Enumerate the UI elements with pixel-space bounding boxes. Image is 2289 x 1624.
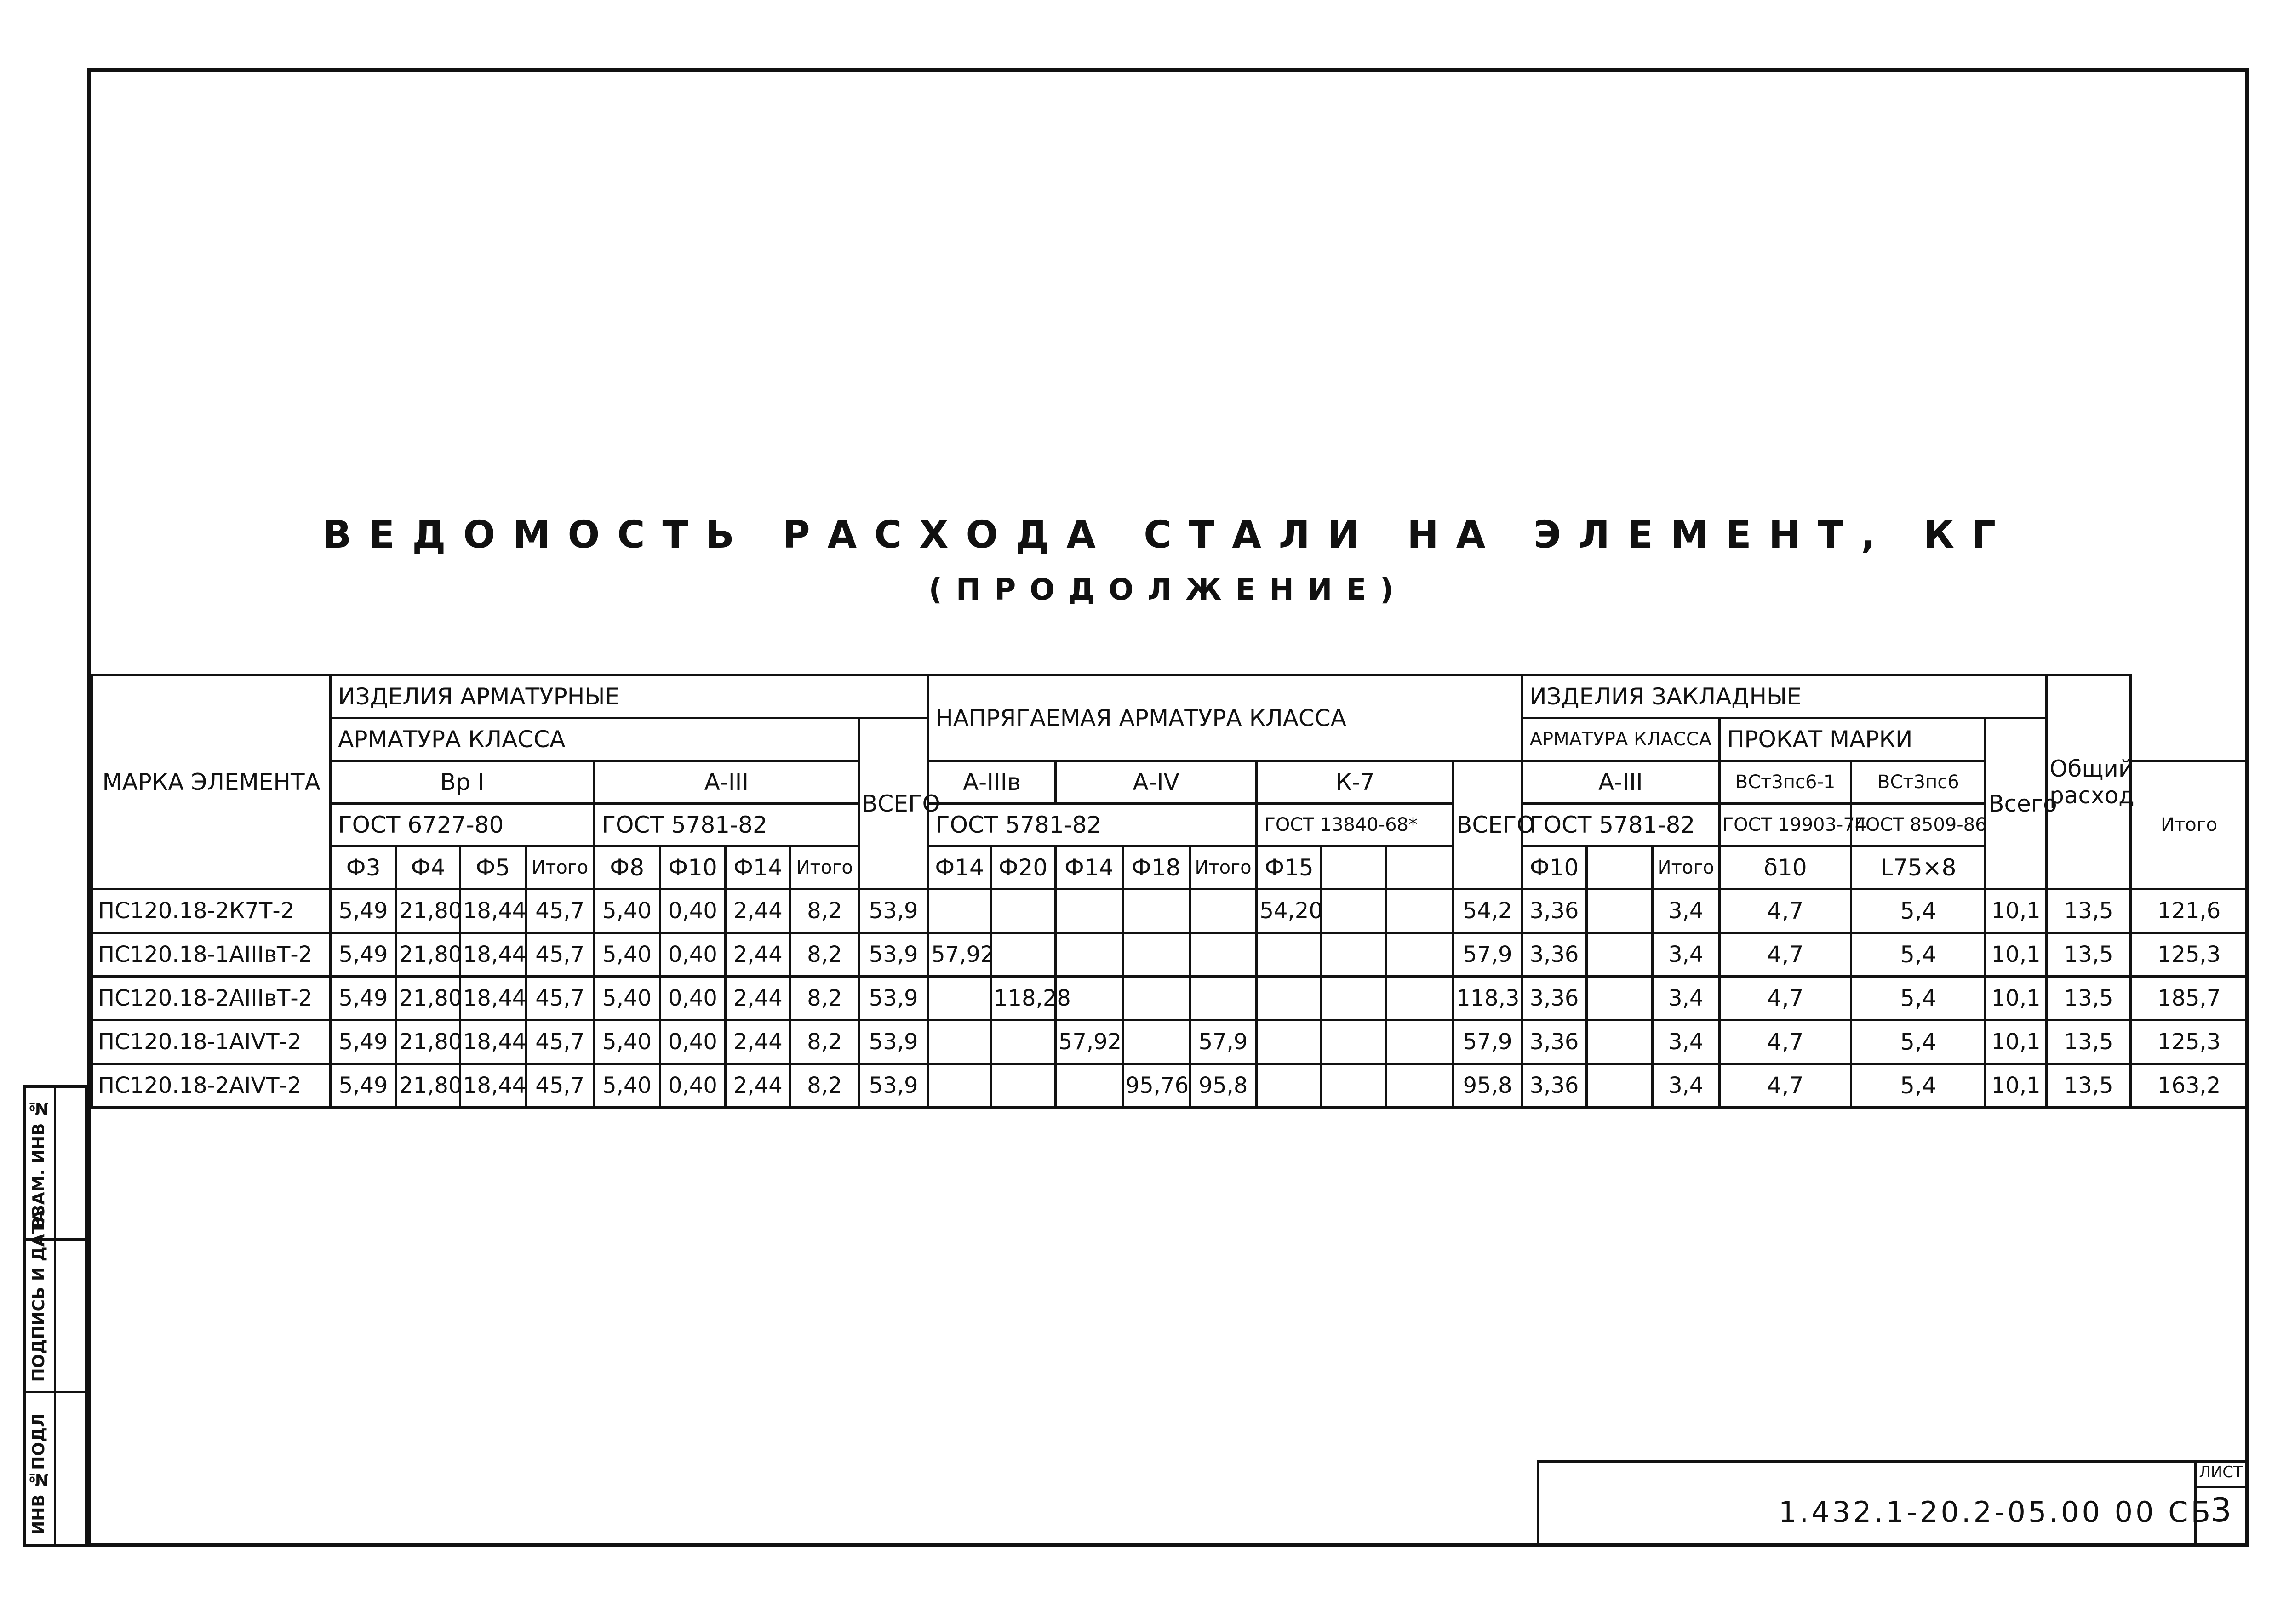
header-sub-empty-b — [1386, 846, 1454, 889]
row-cell: 4,7 — [1719, 889, 1851, 933]
row-cell: 0,40 — [660, 889, 726, 933]
page-subtitle: (ПРОДОЛЖЕНИЕ) — [928, 573, 1408, 607]
row-cell: 10,1 — [1986, 933, 2047, 977]
header-sub-f8: Ф8 — [594, 846, 660, 889]
row-cell: 3,4 — [1652, 933, 1719, 977]
row-cell — [1322, 1020, 1386, 1064]
row-cell: 10,1 — [1986, 977, 2047, 1020]
header-sub-f10: Ф10 — [660, 846, 726, 889]
row-cell — [928, 977, 991, 1020]
row-cell: 2,44 — [726, 933, 790, 977]
row-cell: 45,7 — [526, 933, 594, 977]
header-k7: К-7 — [1257, 761, 1454, 804]
table-row — [92, 1064, 2248, 1108]
row-cell: 13,5 — [2047, 1020, 2131, 1064]
header-sub-p18: Ф18 — [1122, 846, 1190, 889]
row-cell — [1257, 1020, 1322, 1064]
header-overall: Общий расход — [2047, 675, 2131, 889]
row-cell: 53,9 — [859, 977, 928, 1020]
row-cell: 21,80 — [396, 889, 460, 933]
row-cell: 57,9 — [1454, 1020, 1522, 1064]
row-cell: 57,92 — [928, 933, 991, 977]
row-cell: 0,40 — [660, 977, 726, 1020]
row-cell — [990, 889, 1055, 933]
row-cell: 8,2 — [790, 1064, 859, 1108]
row-cell — [1257, 1064, 1322, 1108]
row-cell: 4,7 — [1719, 1020, 1851, 1064]
header-gost-8509: ГОСТ 8509-86 — [1851, 804, 1986, 846]
row-cell: 118,28 — [990, 977, 1055, 1020]
header-row-5 — [92, 846, 2248, 889]
row-cell: 0,40 — [660, 1020, 726, 1064]
row-cell — [990, 1020, 1055, 1064]
header-row-4 — [92, 804, 2248, 846]
row-cell: 118,3 — [1454, 977, 1522, 1020]
header-row-1 — [92, 675, 2248, 718]
row-cell: 5,40 — [594, 933, 660, 977]
row-cell — [1055, 1064, 1122, 1108]
row-cell: 45,7 — [526, 1064, 594, 1108]
header-prestressed: НАПРЯГАЕМАЯ АРМАТУРА КЛАССА — [928, 675, 1522, 761]
drawing-sheet — [87, 68, 2249, 1547]
header-sub-p20: Ф20 — [990, 846, 1055, 889]
page-title: ВЕДОМОСТЬ РАСХОДА СТАЛИ НА ЭЛЕМЕНТ, КГ — [322, 513, 2014, 557]
row-cell: 57,92 — [1055, 1020, 1122, 1064]
row-cell: 0,40 — [660, 933, 726, 977]
row-cell: 125,3 — [2131, 933, 2248, 977]
row-cell: 95,8 — [1454, 1064, 1522, 1108]
table-row — [92, 889, 2248, 933]
table-row — [92, 977, 2248, 1020]
row-cell: 185,7 — [2131, 977, 2248, 1020]
row-cell: 4,7 — [1719, 977, 1851, 1020]
header-gost-5781-b: ГОСТ 5781-82 — [928, 804, 1257, 846]
row-cell — [1386, 889, 1454, 933]
row-cell — [1586, 977, 1652, 1020]
row-cell — [1122, 1020, 1190, 1064]
row-cell: 5,40 — [594, 977, 660, 1020]
row-cell — [1122, 889, 1190, 933]
header-gost-5781-a: ГОСТ 5781-82 — [594, 804, 859, 846]
header-sub-itogo1: Итого — [526, 846, 594, 889]
table-body — [92, 889, 2248, 1108]
header-a3: А-III — [594, 761, 859, 804]
row-cell: 21,80 — [396, 1020, 460, 1064]
header-a4: А-IV — [1055, 761, 1257, 804]
row-cell: 5,4 — [1851, 933, 1986, 977]
row-cell: 45,7 — [526, 977, 594, 1020]
header-sub-f4: Ф4 — [396, 846, 460, 889]
side-stamp-podpis: ПОДПИСЬ И ДАТА — [29, 1209, 48, 1382]
row-cell: 18,44 — [460, 1064, 526, 1108]
row-cell — [990, 933, 1055, 977]
row-cell — [928, 1064, 991, 1108]
row-cell — [1386, 1064, 1454, 1108]
row-cell: 5,49 — [331, 977, 396, 1020]
row-cell: 0,40 — [660, 1064, 726, 1108]
header-sub-f14: Ф14 — [726, 846, 790, 889]
row-cell — [1386, 977, 1454, 1020]
row-cell: 95,76 — [1122, 1064, 1190, 1108]
header-bp1: Вр I — [331, 761, 595, 804]
row-cell: 53,9 — [859, 1020, 928, 1064]
header-sub-f3: Ф3 — [331, 846, 396, 889]
header-total-2: ВСЕГО — [1454, 761, 1522, 889]
row-cell: 125,3 — [2131, 1020, 2248, 1064]
header-embed-reinf: АРМАТУРА КЛАССА — [1522, 718, 1720, 761]
row-cell: 121,6 — [2131, 889, 2248, 933]
row-cell: 13,5 — [2047, 1064, 2131, 1108]
row-cell: 10,1 — [1986, 1064, 2047, 1108]
header-gost-6727: ГОСТ 6727-80 — [331, 804, 595, 846]
row-cell: 13,5 — [2047, 889, 2131, 933]
row-cell: 21,80 — [396, 977, 460, 1020]
row-cell: 5,40 — [594, 1020, 660, 1064]
row-cell: 8,2 — [790, 1020, 859, 1064]
row-cell: 4,7 — [1719, 933, 1851, 977]
header-sub-e10: Ф10 — [1522, 846, 1587, 889]
row-cell: 5,49 — [331, 1020, 396, 1064]
header-embedded: ИЗДЕЛИЯ ЗАКЛАДНЫЕ — [1522, 675, 2047, 718]
row-cell — [928, 1020, 991, 1064]
side-stamp-cell-inv — [26, 1393, 85, 1544]
header-sub-l75: L75×8 — [1851, 846, 1986, 889]
header-embed-a3: А-III — [1522, 761, 1720, 804]
row-cell: 54,2 — [1454, 889, 1522, 933]
header-total-1: ВСЕГО — [859, 718, 928, 889]
row-cell: 3,4 — [1652, 977, 1719, 1020]
row-cell: 5,4 — [1851, 1064, 1986, 1108]
header-sub-f5: Ф5 — [460, 846, 526, 889]
row-cell: 53,9 — [859, 889, 928, 933]
row-cell: 2,44 — [726, 1020, 790, 1064]
header-vst3ps6: ВСт3пс6 — [1851, 761, 1986, 804]
sheet-label: ЛИСТ — [2197, 1463, 2245, 1488]
header-sub-itogo2: Итого — [790, 846, 859, 889]
row-cell: 3,4 — [1652, 1064, 1719, 1108]
row-cell: 10,1 — [1986, 1020, 2047, 1064]
row-cell: 5,4 — [1851, 1020, 1986, 1064]
row-cell: 18,44 — [460, 1020, 526, 1064]
header-total-3: Всего — [1986, 718, 2047, 889]
row-cell: 2,44 — [726, 977, 790, 1020]
row-cell: 2,44 — [726, 1064, 790, 1108]
row-cell: 95,8 — [1190, 1064, 1257, 1108]
row-cell: 53,9 — [859, 1064, 928, 1108]
row-cell — [1322, 933, 1386, 977]
header-rolled: ПРОКАТ МАРКИ — [1719, 718, 1986, 761]
row-cell — [1257, 977, 1322, 1020]
row-cell: 5,40 — [594, 1064, 660, 1108]
row-cell: 13,5 — [2047, 977, 2131, 1020]
sheet-number-box — [2194, 1463, 2245, 1546]
table-row — [92, 933, 2248, 977]
row-cell: 21,80 — [396, 1064, 460, 1108]
row-cell — [1322, 889, 1386, 933]
row-cell: 3,36 — [1522, 1064, 1587, 1108]
row-cell — [1190, 889, 1257, 933]
row-cell — [990, 1064, 1055, 1108]
row-cell: 5,4 — [1851, 977, 1986, 1020]
header-subtotal-embed: Итого — [2131, 761, 2248, 889]
side-stamp-inv: ИНВ №ПОДЛ — [29, 1413, 48, 1535]
row-cell: 53,9 — [859, 933, 928, 977]
document-code: 1.432.1-20.2-05.00 00 СБ — [1779, 1495, 2214, 1529]
sheet-number: 3 — [2210, 1491, 2232, 1529]
table-row — [92, 1020, 2248, 1064]
row-cell — [1055, 933, 1122, 977]
row-cell — [1586, 933, 1652, 977]
row-cell — [1055, 889, 1122, 933]
row-cell — [1122, 977, 1190, 1020]
header-gost-19903: ГОСТ 19903-74 — [1719, 804, 1851, 846]
header-sub-p14b: Ф14 — [1055, 846, 1122, 889]
row-cell: 8,2 — [790, 977, 859, 1020]
side-stamp-cell-podpis — [26, 1209, 85, 1393]
header-sub-itogo4: Итого — [1652, 846, 1719, 889]
row-cell: 163,2 — [2131, 1064, 2248, 1108]
row-cell: 5,49 — [331, 1064, 396, 1108]
header-sub-p14: Ф14 — [928, 846, 991, 889]
row-cell: 21,80 — [396, 933, 460, 977]
row-mark: ПС120.18-1АIVТ-2 — [92, 1020, 331, 1064]
header-embed-gost: ГОСТ 5781-82 — [1522, 804, 1720, 846]
row-cell: 5,49 — [331, 889, 396, 933]
header-sub-d10: δ10 — [1719, 846, 1851, 889]
row-mark: ПС120.18-2АIVТ-2 — [92, 1064, 331, 1108]
header-vst3ps61: ВСт3пс6-1 — [1719, 761, 1851, 804]
row-cell: 18,44 — [460, 977, 526, 1020]
row-cell — [1586, 1064, 1652, 1108]
row-cell — [1190, 977, 1257, 1020]
row-cell: 18,44 — [460, 889, 526, 933]
steel-consumption-table — [91, 674, 2249, 1109]
row-cell: 2,44 — [726, 889, 790, 933]
row-cell — [1586, 889, 1652, 933]
row-cell: 3,36 — [1522, 933, 1587, 977]
row-mark: ПС120.18-2АIIIвТ-2 — [92, 977, 331, 1020]
row-cell: 5,4 — [1851, 889, 1986, 933]
row-cell: 3,36 — [1522, 1020, 1587, 1064]
row-cell: 3,36 — [1522, 977, 1587, 1020]
side-stamp — [23, 1085, 87, 1547]
row-cell: 45,7 — [526, 889, 594, 933]
row-mark: ПС120.18-2К7Т-2 — [92, 889, 331, 933]
header-reinf-class: АРМАТУРА КЛАССА — [331, 718, 859, 761]
row-cell: 54,20 — [1257, 889, 1322, 933]
row-cell — [1322, 977, 1386, 1020]
title-block — [1537, 1460, 2245, 1543]
row-cell — [1257, 933, 1322, 977]
header-sub-empty-c — [1586, 846, 1652, 889]
row-cell — [928, 889, 991, 933]
header-gost-13840: ГОСТ 13840-68* — [1257, 804, 1454, 846]
header-sub-empty-a — [1322, 846, 1386, 889]
row-cell — [1586, 1020, 1652, 1064]
row-cell: 10,1 — [1986, 889, 2047, 933]
header-sub-itogo3: Итого — [1190, 846, 1257, 889]
row-cell — [1386, 933, 1454, 977]
row-cell: 57,9 — [1454, 933, 1522, 977]
row-cell — [1122, 933, 1190, 977]
row-cell: 3,4 — [1652, 1020, 1719, 1064]
header-mark: МАРКА ЭЛЕМЕНТА — [92, 675, 331, 889]
header-reinf-products: ИЗДЕЛИЯ АРМАТУРНЫЕ — [331, 675, 928, 718]
header-sub-p15: Ф15 — [1257, 846, 1322, 889]
row-cell: 5,40 — [594, 889, 660, 933]
row-mark: ПС120.18-1АIIIвТ-2 — [92, 933, 331, 977]
row-cell: 8,2 — [790, 889, 859, 933]
row-cell — [1190, 933, 1257, 977]
row-cell: 18,44 — [460, 933, 526, 977]
row-cell: 45,7 — [526, 1020, 594, 1064]
row-cell: 3,36 — [1522, 889, 1587, 933]
header-row-3 — [92, 761, 2248, 804]
row-cell: 8,2 — [790, 933, 859, 977]
row-cell — [1386, 1020, 1454, 1064]
side-stamp-vzam: ВЗАМ. ИНВ № — [29, 1098, 48, 1229]
row-cell: 57,9 — [1190, 1020, 1257, 1064]
row-cell: 13,5 — [2047, 933, 2131, 977]
header-a3v: А-IIIв — [928, 761, 1056, 804]
row-cell: 5,49 — [331, 933, 396, 977]
row-cell: 3,4 — [1652, 889, 1719, 933]
row-cell: 4,7 — [1719, 1064, 1851, 1108]
row-cell — [1322, 1064, 1386, 1108]
